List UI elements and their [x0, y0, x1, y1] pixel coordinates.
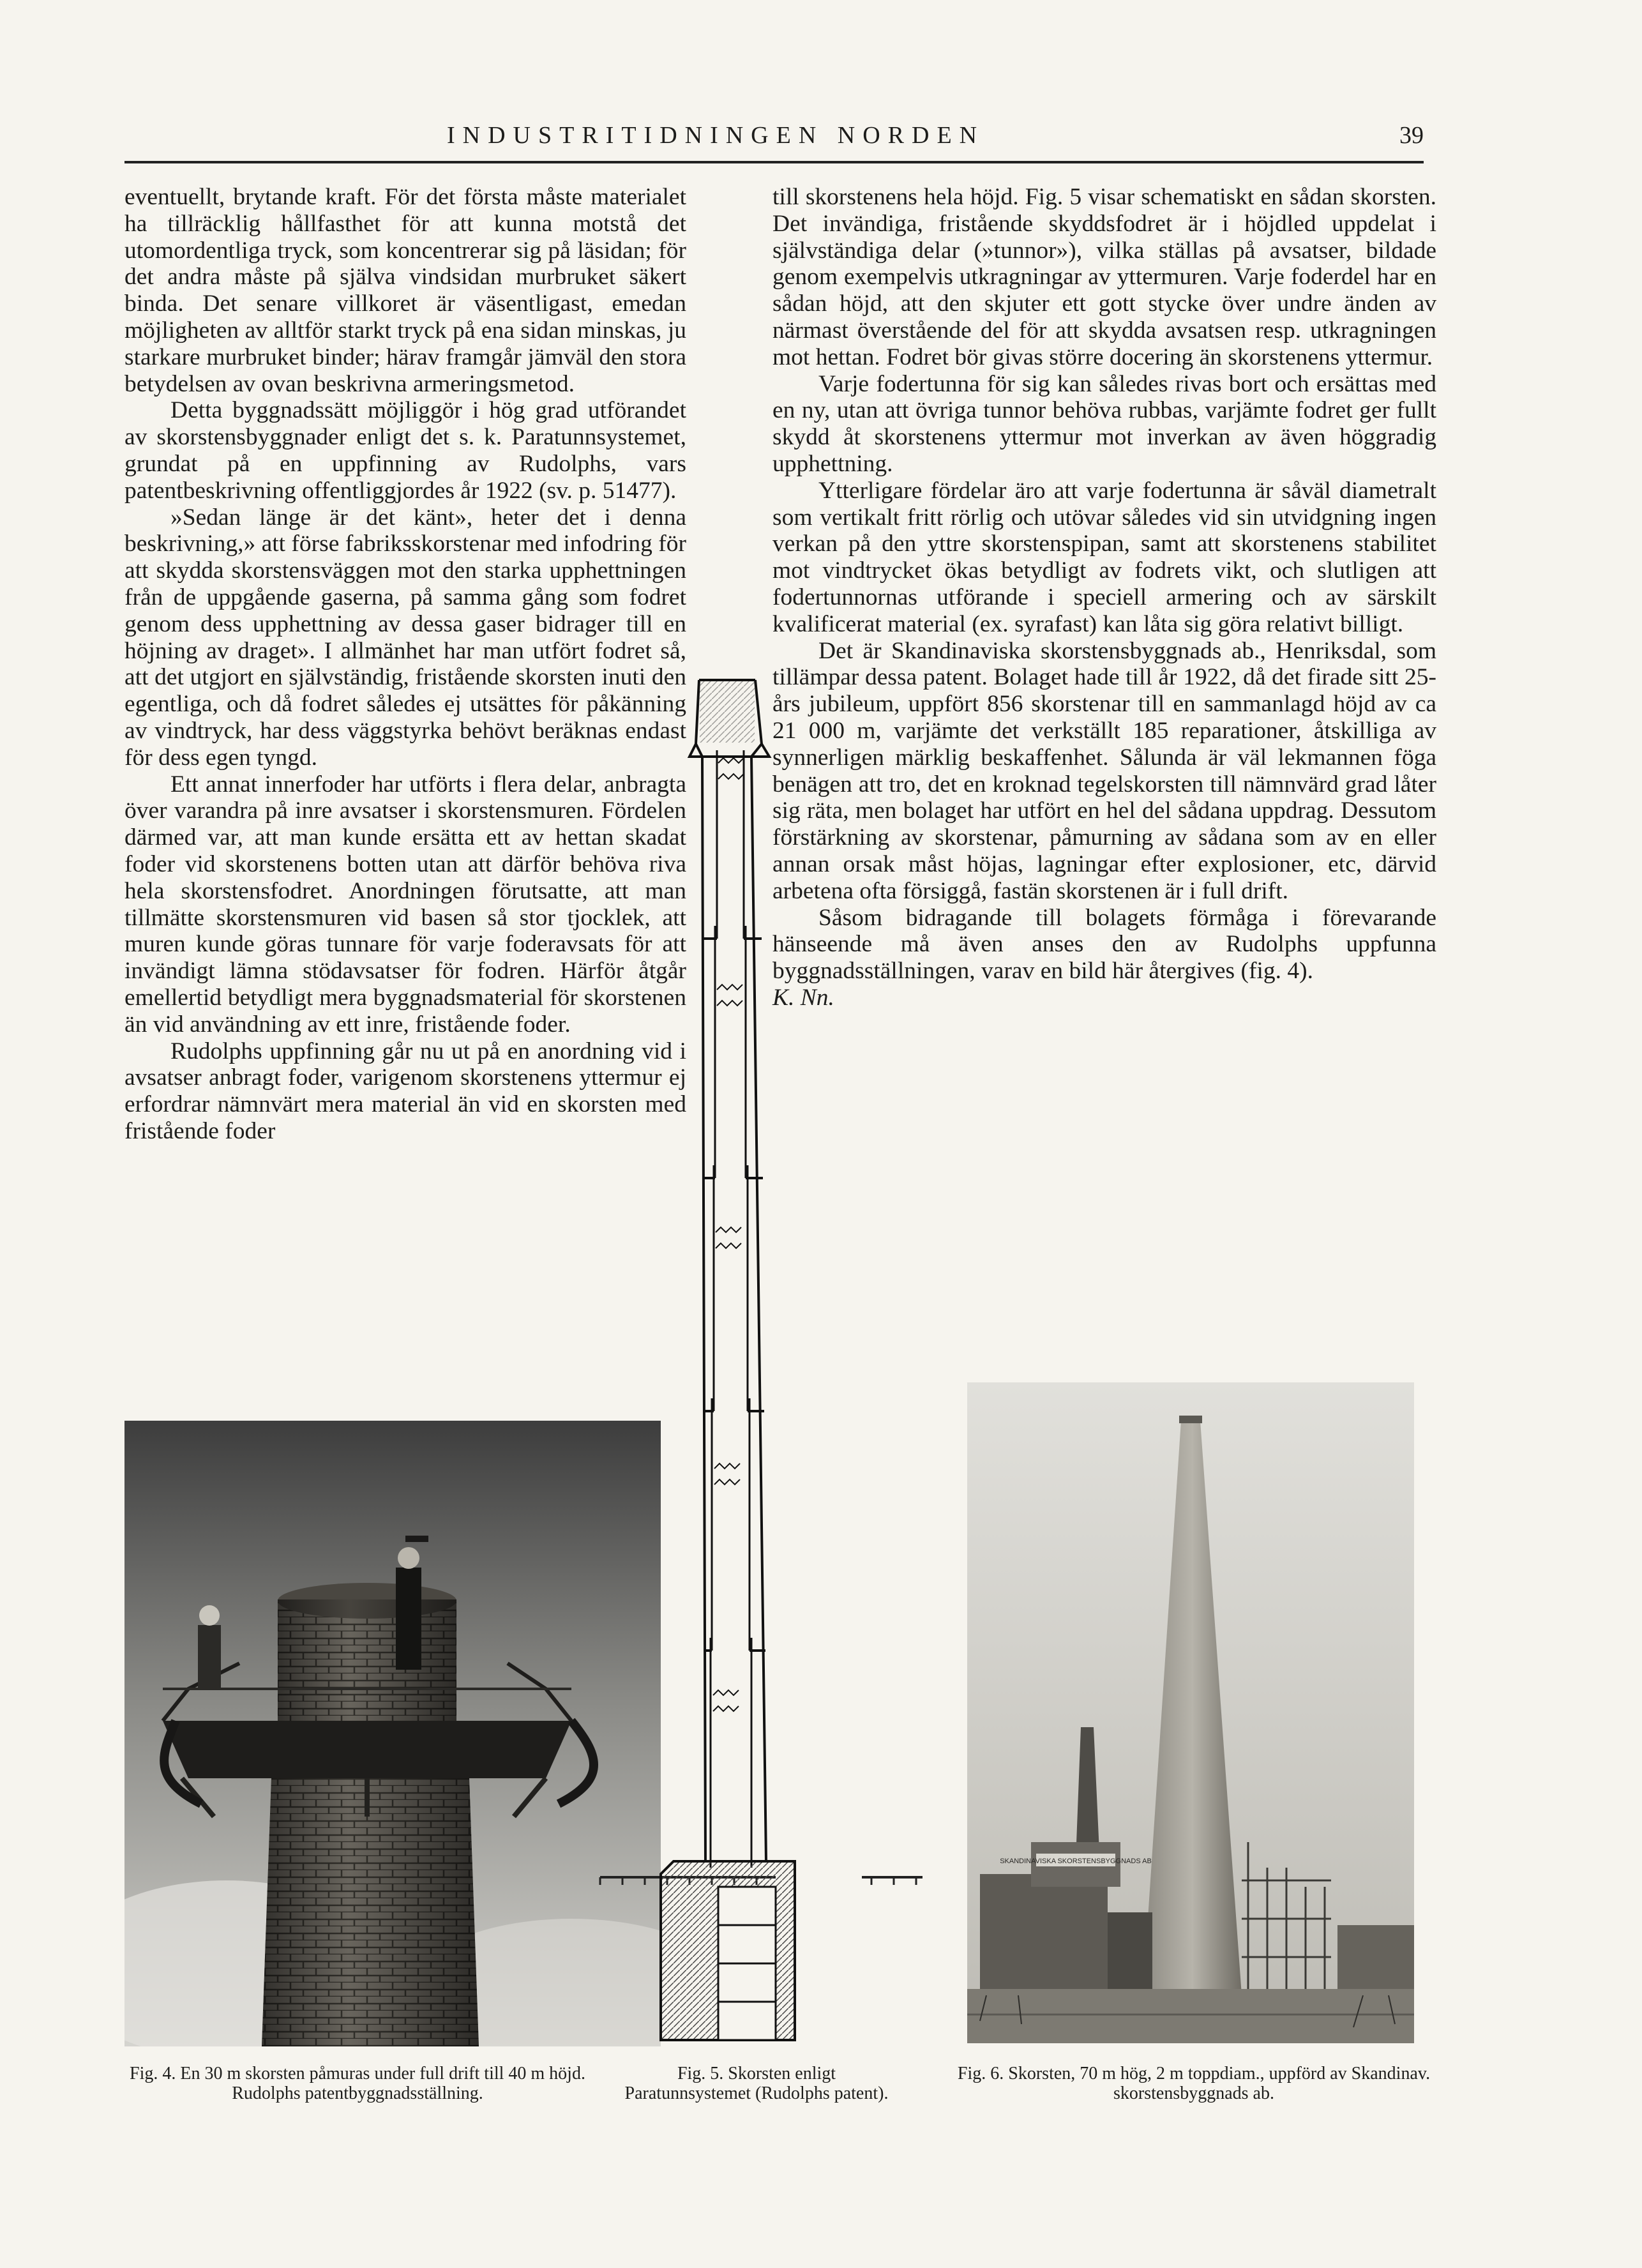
paragraph: Ett annat innerfoder har utförts i flera delar, anbragta över varandra på inre avsatser i skorstensmuren. Fördelen därmed var, att man kunde ersätta ett av hettan skadat foder vid skorstenens botten utan att därför behöva riva hela skorstensfodret. Anordningen förutsatte, att man tillmätte skorstensmuren vid basen så stor tjocklek, att muren kunde göras tunnare för varje foderavsats för att invändigt lämna stödavsatser för fodren. Härför åtgår emellertid betydligt mera byggnadsmaterial för skorstenen än vid användning av ett inre, fristående foder.: [124, 771, 686, 1038]
paragraph: till skorstenens hela höjd. Fig. 5 visar schematiskt en sådan skorsten. Det invändiga, fristående skyddsfodret är i höjdled uppdelat i självständiga delar (»tunnor»), vilka ställas på avsatser, bildade genom exempelvis utkragningar av yttermuren. Varje foderdel har en sådan höjd, att den skjuter ett gott stycke över undre änden av närmast överstående del för att skydda avsatsen resp. utkragningen mot hettan. Fodret bör givas större docering än skorstenens yttermur.: [772, 184, 1436, 370]
paragraph: Ytterligare fördelar äro att varje fodertunna är såväl diametralt som vertikalt fritt rörlig och utövar således vid sin utvidgning ingen verkan på den yttre skorstenspipan, samt att skorstenens stabilitet mot vindtrycket ökas betydligt av fodrets vikt, och slutligen att fodertunnornas utförande i speciell armering och av särskilt kvalificerat material (ex. syrafast) kan låta sig göra relativt billigt.: [772, 477, 1436, 637]
page-number: 39: [1399, 122, 1424, 149]
fig6-photo: [967, 1382, 1414, 2043]
paragraph: Detta byggnadssätt möjliggör i hög grad utförandet av skorstensbyggnader enligt det s. k. Paratunnsystemet, grundat på en uppfinning av Rudolphs, vars patentbeskrivning offentliggjordes år 1922 (sv. p. 51477).: [124, 397, 686, 504]
author-signature: K. Nn.: [772, 984, 834, 1011]
page-header: [124, 121, 1424, 160]
paragraph: Såsom bidragande till bolagets förmåga i förevarande hänseende må även anses den av Rudolphs uppfunna byggnadsställningen, varav en bild här återgives (fig. 4).: [772, 904, 1436, 985]
paragraph: eventuellt, brytande kraft. För det första måste materialet ha tillräcklig hållfasthet för att kunna motstå det utomordentliga tryck, som koncentrerar sig på läsidan; för det andra måste på själva vindsidan murbruket säkert binda. Det senare villkoret är väsentligast, emedan möjligheten av alltför starkt tryck på ena sidan minskas, ju starkare murbruket binder; härav framgår jämväl den stora betydelsen av ovan beskrivna armeringsmetod.: [124, 184, 686, 397]
building-sign: SKANDINAVISKA SKORSTENSBYGGNADS AB: [1000, 1857, 1152, 1865]
fig5-caption: Fig. 5. Skorsten enligt Paratunnsystemet (Rudolphs patent).: [624, 2064, 889, 2103]
paragraph: »Sedan länge är det känt», heter det i denna beskrivning,» att förse fabriksskorstenar med infodring för att skydda skorstensväggen mot den starka upphettningen från de uppgående gaserna, på samma gång som fodret genom dess upphettning av dessa gaser bidrager till en höjning av draget». I allmänhet har man utfört fodret så, att det utgjort en självständig, fristående skorsten inuti den egentliga, och då fodret således ej utsättes för påkänning av vindtryck, har dess väggstyrka behövt beräknas endast för dess egen tyngd.: [124, 504, 686, 771]
fig6-caption: Fig. 6. Skorsten, 70 m hög, 2 m toppdiam., uppförd av Skandinav. skorstensbyggnads ab.: [957, 2064, 1431, 2103]
fig4-photo: [124, 1421, 661, 2046]
fig5-chimney-drawing: [584, 674, 929, 2050]
paragraph: Varje fodertunna för sig kan således rivas bort och ersättas med en ny, utan att övriga tunnor behöva rubbas, varjämte fodret ger fullt skydd åt skorstenens yttermur mot inverkan av även höggradig upphettning.: [772, 370, 1436, 477]
running-title: INDUSTRITIDNINGEN NORDEN: [447, 122, 985, 149]
paragraph: Det är Skandinaviska skorstensbyggnads ab., Henriksdal, som tillämpar dessa patent. Bolaget hade till år 1922, då det firade sitt 25-års jubileum, uppfört 856 skorstenar till en sammanlagd höjd av ca 21 000 m, varjämte det verkställt 185 reparationer, åtskilliga av synnerligen märklig beskaffenhet. Sålunda är väl lekmannen föga benägen att tro, det en kroknad tegelskorsten till nämnvärd grad låter sig räta, men bolaget har utfört en hel del sådana uppdrag. Dessutom förstärkning av skorstenar, påmurning av sådana som av en eller annan orsak måst höjas, lagningar efter explosioner, etc, därvid arbetena ofta försiggå, fastän skorstenen är i full drift.: [772, 637, 1436, 904]
fig4-caption: Fig. 4. En 30 m skorsten påmuras under full drift till 40 m höjd. Rudolphs patentbyggnadsställning.: [130, 2064, 585, 2103]
paragraph: Rudolphs uppfinning går nu ut på en anordning vid i avsatser anbragt foder, varigenom skorstenens yttermur ej erfordrar nämnvärt mera material än vid en skorsten med fristående foder: [124, 1038, 686, 1144]
header-rule: [124, 161, 1424, 163]
